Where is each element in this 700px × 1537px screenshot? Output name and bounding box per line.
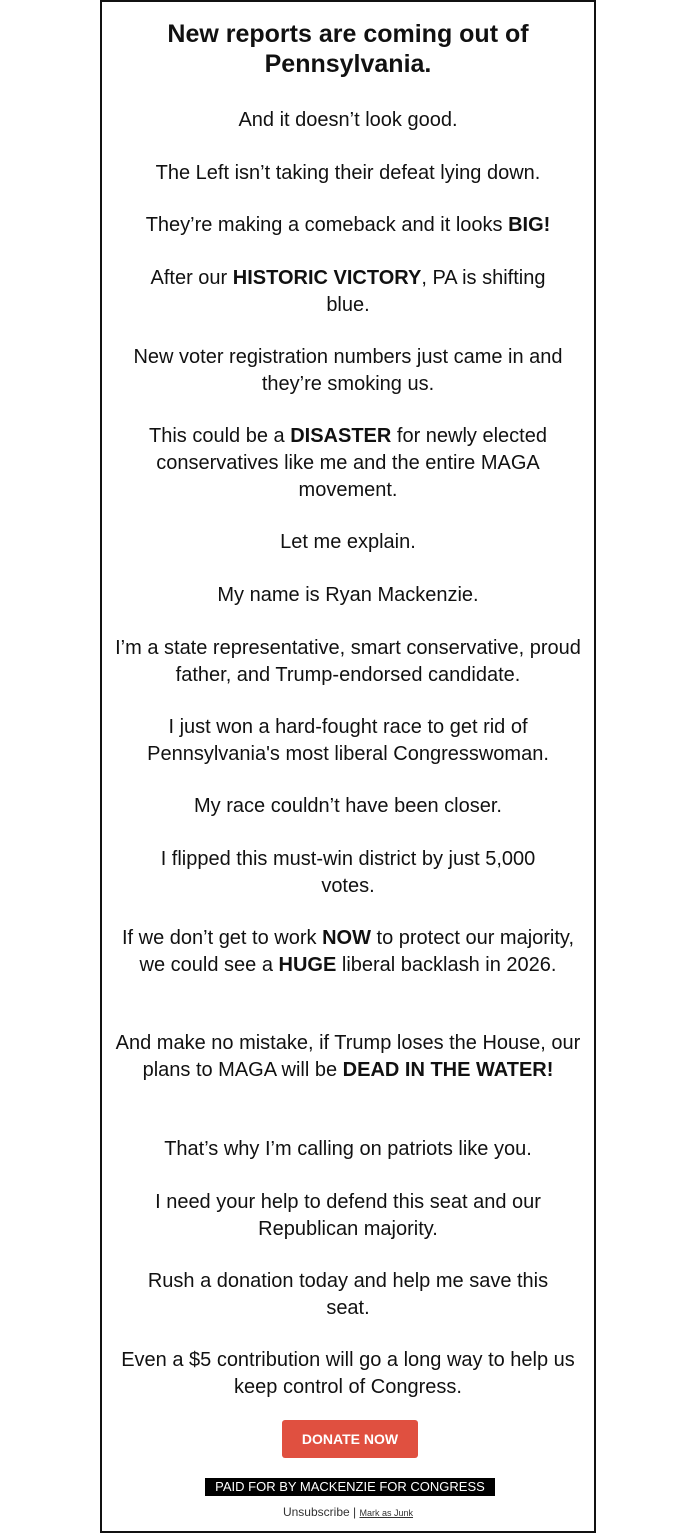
paragraph-text: I’m a state representative, smart conservative, proud father, and Trump-endorsed candidate. bbox=[115, 637, 581, 686]
paragraph bbox=[108, 714, 588, 768]
paragraph bbox=[108, 635, 588, 689]
paragraph bbox=[108, 160, 588, 187]
paragraph-text: And make no mistake, if Trump loses the House, our plans to MAGA will be bbox=[115, 1032, 581, 1081]
paragraph-text: I flipped this must-win district by just 5,000 votes. bbox=[160, 848, 536, 897]
paragraph-text: Let me explain. bbox=[280, 531, 416, 553]
donate-now-button[interactable]: DONATE NOW bbox=[282, 1420, 418, 1458]
paragraph bbox=[108, 107, 588, 134]
paragraph-text: That’s why I’m calling on patriots like you. bbox=[164, 1138, 532, 1160]
mark-as-junk-link[interactable]: Mark as Junk bbox=[359, 1508, 414, 1518]
paragraph bbox=[108, 1136, 588, 1163]
paragraph bbox=[108, 582, 588, 609]
paragraph-text: If we don’t get to work bbox=[121, 927, 323, 949]
emphasis-text: DISASTER bbox=[290, 425, 392, 447]
paragraph bbox=[128, 1189, 568, 1243]
paragraph bbox=[128, 265, 568, 319]
paragraph-text: After our bbox=[150, 267, 233, 289]
headline-line-2: Pennsylvania. bbox=[264, 50, 432, 78]
paragraph-text: to protect our majority, we could see a bbox=[139, 927, 575, 976]
paragraph-text: They’re making a comeback and it looks bbox=[145, 214, 509, 236]
paragraph-text: My name is Ryan Mackenzie. bbox=[217, 584, 479, 606]
paragraph-text: Rush a donation today and help me save this seat. bbox=[147, 1270, 549, 1319]
paragraph bbox=[124, 1268, 572, 1322]
paragraph bbox=[108, 529, 588, 556]
emphasis-text: NOW bbox=[322, 927, 371, 949]
emphasis-text: HISTORIC VICTORY bbox=[232, 267, 422, 289]
emphasis-text: DEAD IN THE WATER! bbox=[342, 1059, 554, 1081]
paragraph bbox=[104, 1030, 592, 1084]
paragraph-text: I need your help to defend this seat and our Republican majority. bbox=[155, 1191, 541, 1240]
paragraph-text: , PA is shifting blue. bbox=[326, 267, 546, 316]
paragraph-text: New voter registration numbers just came in and they’re smoking us. bbox=[133, 346, 563, 395]
emphasis-text: BIG! bbox=[508, 214, 551, 236]
paragraph-text: My race couldn’t have been closer. bbox=[194, 795, 502, 817]
paragraph-text: Even a $5 contribution will go a long way to help us keep control of Congress. bbox=[121, 1349, 575, 1398]
paragraph bbox=[108, 793, 588, 820]
footer-links bbox=[102, 1504, 594, 1521]
unsubscribe-link[interactable]: Unsubscribe bbox=[282, 1505, 350, 1519]
paragraph-text: And it doesn’t look good. bbox=[238, 109, 458, 131]
emphasis-text: HUGE bbox=[278, 954, 337, 976]
paragraph-text: This could be a bbox=[149, 425, 291, 447]
paragraph-text: I just won a hard-fought race to get rid of Pennsylvania's most liberal Congresswoman. bbox=[147, 716, 549, 765]
paragraph bbox=[108, 925, 588, 979]
paragraph bbox=[108, 344, 588, 398]
paragraph bbox=[122, 423, 574, 504]
paragraph-text: for newly elected conservatives like me and the entire MAGA movement. bbox=[156, 425, 547, 501]
email-body bbox=[100, 0, 596, 1533]
footer-separator: | bbox=[353, 1505, 357, 1519]
paragraph bbox=[108, 1347, 588, 1401]
paragraph-text: The Left isn’t taking their defeat lying down. bbox=[155, 162, 541, 184]
paid-for-disclaimer: PAID FOR BY MACKENZIE FOR CONGRESS bbox=[205, 1478, 495, 1496]
paragraph-text: liberal backlash in 2026. bbox=[336, 954, 557, 976]
paragraph bbox=[132, 846, 564, 900]
headline-line-1: New reports are coming out of bbox=[167, 20, 529, 48]
paragraph bbox=[108, 212, 588, 239]
